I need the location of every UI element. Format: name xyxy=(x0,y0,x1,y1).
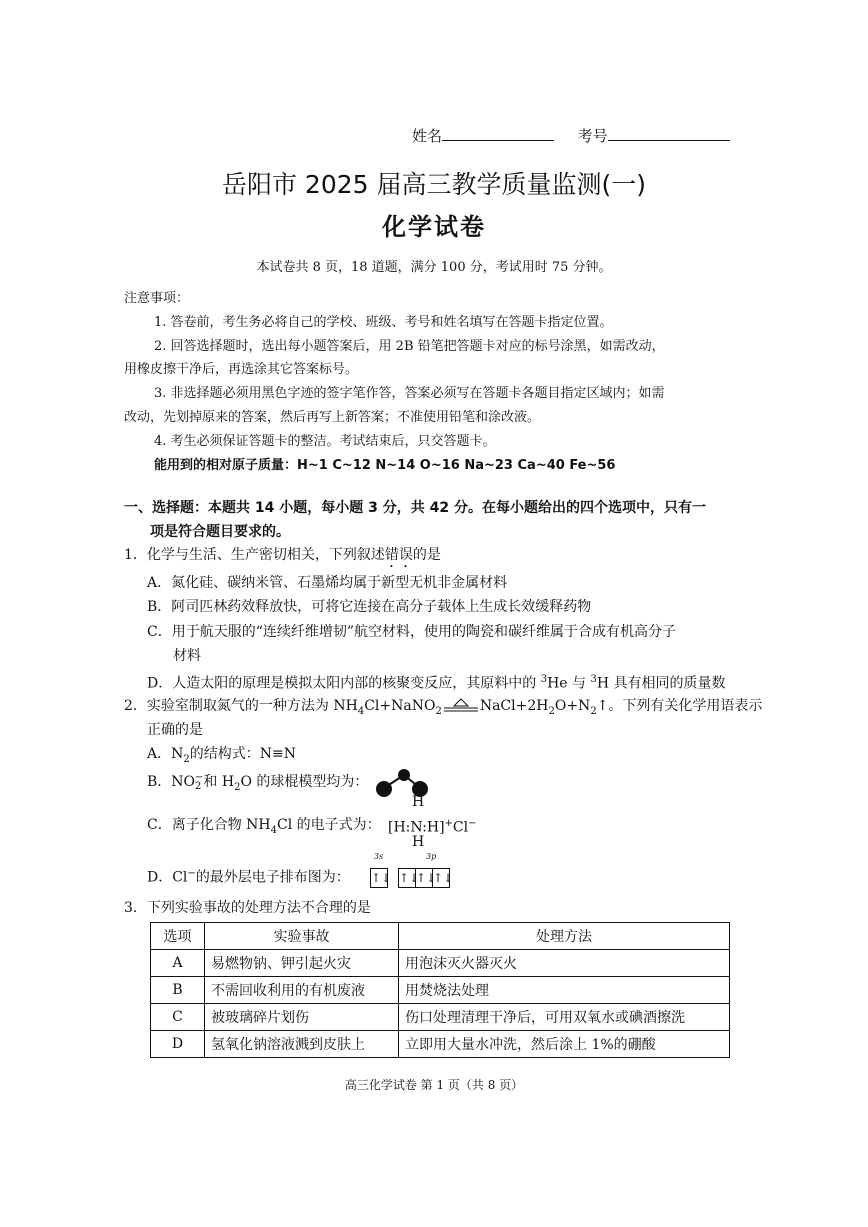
electron-formula-minus: − xyxy=(468,818,477,829)
table-row xyxy=(151,1031,730,1058)
orbital-box-3p: ↑↓ xyxy=(398,868,416,888)
orbital-group-3p xyxy=(398,868,454,888)
exam-no-label: 考号 xyxy=(577,127,608,145)
electron-formula-bottom-h: H xyxy=(412,834,425,850)
q2-b-sub: 2 xyxy=(195,781,202,792)
q1-stem-text: 1．化学与生活、生产密切相关，下列叙述 xyxy=(124,547,385,563)
q2-t2: Cl+NaNO xyxy=(364,698,436,714)
q2-t5: ↑。下列有关化学用语表示 xyxy=(596,698,763,714)
q1-d-text3: H 具有相同的质量数 xyxy=(596,675,726,692)
table-cell: 用焚烧法处理 xyxy=(399,977,730,1004)
q2-b-sub2: 2 xyxy=(234,781,241,793)
q1-stem-end: 的是 xyxy=(412,547,441,563)
name-blank xyxy=(442,126,554,141)
orbital-box-3s: ↑↓ xyxy=(370,868,388,888)
header-name-field xyxy=(412,126,730,146)
q2-stem-cont: 正确的是 xyxy=(147,722,203,738)
notice-item: 3. 非选择题必须用黑色字迹的签字笔作答，答案必须写在答题卡各题目指定区域内；如需 xyxy=(154,386,665,401)
table-row xyxy=(151,977,730,1004)
table-cell: 易燃物钠、钾引起火灾 xyxy=(205,950,399,977)
table-header: 处理方法 xyxy=(399,923,730,950)
question-3-stem: 3．下列实验事故的处理方法不合理的是 xyxy=(124,900,371,916)
q2-t1: 2．实验室制取氮气的一种方法为 NH xyxy=(124,698,358,714)
q2-s1: 4 xyxy=(357,705,365,717)
electron-formula-plus: + xyxy=(444,818,453,829)
notice-item: 改动，先划掉原来的答案，然后再写上新答案；不准使用铅笔和涂改液。 xyxy=(124,410,541,425)
q2-c-sub: 4 xyxy=(270,824,277,836)
notice-item: 4. 考生必须保证答题卡的整洁。考试结束后，只交答题卡。 xyxy=(154,434,496,449)
q1-option-d xyxy=(147,670,726,694)
electron-formula xyxy=(388,794,484,850)
orbital-box-3p: ↑↓ xyxy=(432,868,450,888)
orbital-diagram xyxy=(370,852,470,892)
table-header-row xyxy=(151,923,730,950)
table-cell: B xyxy=(151,977,205,1004)
q1-option-a: A．氮化硅、碳纳米管、石墨烯均属于新型无机非金属材料 xyxy=(147,575,508,591)
heat-arrow-icon xyxy=(442,699,480,713)
electron-formula-main xyxy=(388,814,477,838)
q1-d-text2: He 与 xyxy=(547,675,591,692)
q2-option-c xyxy=(147,815,381,841)
q2-t4: O+N xyxy=(554,698,591,714)
table-cell: 立即用大量水冲洗，然后涂上 1%的硼酸 xyxy=(399,1031,730,1058)
q2-c-t1: C．离子化合物 NH xyxy=(147,817,271,833)
table-header: 实验事故 xyxy=(205,923,399,950)
q2-option-d xyxy=(147,864,350,888)
q2-b-sup: − xyxy=(195,772,204,783)
electron-formula-core: [H:N:H] xyxy=(388,819,445,836)
q1-emphasis: 错误 xyxy=(384,547,413,563)
q1-option-c: C．用于航天服的“连续纤维增韧”航空材料，使用的陶瓷和碳纤维属于合成有机高分子 xyxy=(147,624,677,640)
q2-b-t2: 和 H xyxy=(203,774,235,790)
orbital-label-3s: 3s xyxy=(374,852,384,861)
q1-option-b: B．阿司匹林药效释放快，可将它连接在高分子载体上生成长效缓释药物 xyxy=(147,599,592,615)
table-cell: C xyxy=(151,1004,205,1031)
name-label: 姓名 xyxy=(412,127,443,145)
table-cell: 氢氧化钠溶液溅到皮肤上 xyxy=(205,1031,399,1058)
q2-t3: NaCl+2H xyxy=(479,698,549,714)
q2-d-t2: 的最外层电子排布图为： xyxy=(195,869,350,886)
q3-table xyxy=(150,922,730,1058)
question-1-stem xyxy=(124,545,441,571)
q2-s2: 2 xyxy=(435,705,442,717)
table-cell: 不需回收利用的有机废液 xyxy=(205,977,399,1004)
atomic-mass-line: 能用到的相对原子质量：H~1 C~12 N~14 O~16 Na~23 Ca~40 Fe~56 xyxy=(154,458,616,473)
table-cell: A xyxy=(151,950,205,977)
notice-heading: 注意事项： xyxy=(124,291,190,306)
table-cell: 伤口处理清理干净后，可用双氧水或碘酒擦洗 xyxy=(399,1004,730,1031)
table-cell: 被玻璃碎片划伤 xyxy=(205,1004,399,1031)
q2-s4: 2 xyxy=(590,705,597,717)
q2-d-t1: D．Cl xyxy=(147,869,188,886)
q2-c-t2: Cl 的电子式为： xyxy=(277,817,381,833)
q2-s3: 2 xyxy=(548,705,555,717)
q2-a-t1: A．N xyxy=(147,746,184,762)
page-footer: 高三化学试卷 第 1 页（共 8 页） xyxy=(344,1078,524,1092)
orbital-label-3p: 3p xyxy=(426,852,437,861)
q2-d-sup: − xyxy=(187,868,196,879)
exam-info: 本试卷共 8 页，18 道题，满分 100 分，考试用时 75 分钟。 xyxy=(256,260,612,275)
table-cell: D xyxy=(151,1031,205,1058)
notice-item: 用橡皮擦干净后，再选涂其它答案标号。 xyxy=(124,362,359,377)
electron-formula-top-h: H xyxy=(412,794,425,810)
notice-item: 1. 答卷前，考生务必将自己的学校、班级、考号和姓名填写在答题卡指定位置。 xyxy=(154,315,613,330)
notice-item: 2. 回答选择题时，选出每小题答案后，用 2B 铅笔把答题卡对应的标号涂黑，如需改动， xyxy=(154,339,665,354)
orbital-box-3p: ↑↓ xyxy=(415,868,433,888)
table-row xyxy=(151,950,730,977)
q1-d-text: D．人造太阳的原理是模拟太阳内部的核聚变反应，其原料中的 xyxy=(147,675,541,692)
q2-option-a xyxy=(147,744,296,770)
q1-option-c-cont: 材料 xyxy=(173,648,201,664)
page-subtitle: 化学试卷 xyxy=(382,212,486,241)
page-title: 岳阳市 2025 届高三教学质量监测(一) xyxy=(221,170,647,199)
q2-a-t2: 的结构式：N≡N xyxy=(189,746,296,762)
q1-d-sup2: 3 xyxy=(590,674,597,685)
q2-b-t1: B．NO xyxy=(147,774,196,790)
exam-no-blank xyxy=(608,126,730,141)
question-2-stem xyxy=(124,696,762,722)
section-heading-cont: 项是符合题目要求的。 xyxy=(150,524,290,540)
q1-d-sup: 3 xyxy=(540,674,548,685)
q2-b-t3: O 的球棍模型均为： xyxy=(240,774,369,790)
table-header: 选项 xyxy=(151,923,205,950)
electron-formula-cl: Cl xyxy=(452,819,469,836)
table-row xyxy=(151,1004,730,1031)
q2-option-b xyxy=(147,772,368,798)
q2-a-sub: 2 xyxy=(183,753,190,765)
table-cell: 用泡沫灭火器灭火 xyxy=(399,950,730,977)
section-heading: 一、选择题：本题共 14 小题，每小题 3 分，共 42 分。在每小题给出的四个选项中，只有一 xyxy=(124,500,706,516)
